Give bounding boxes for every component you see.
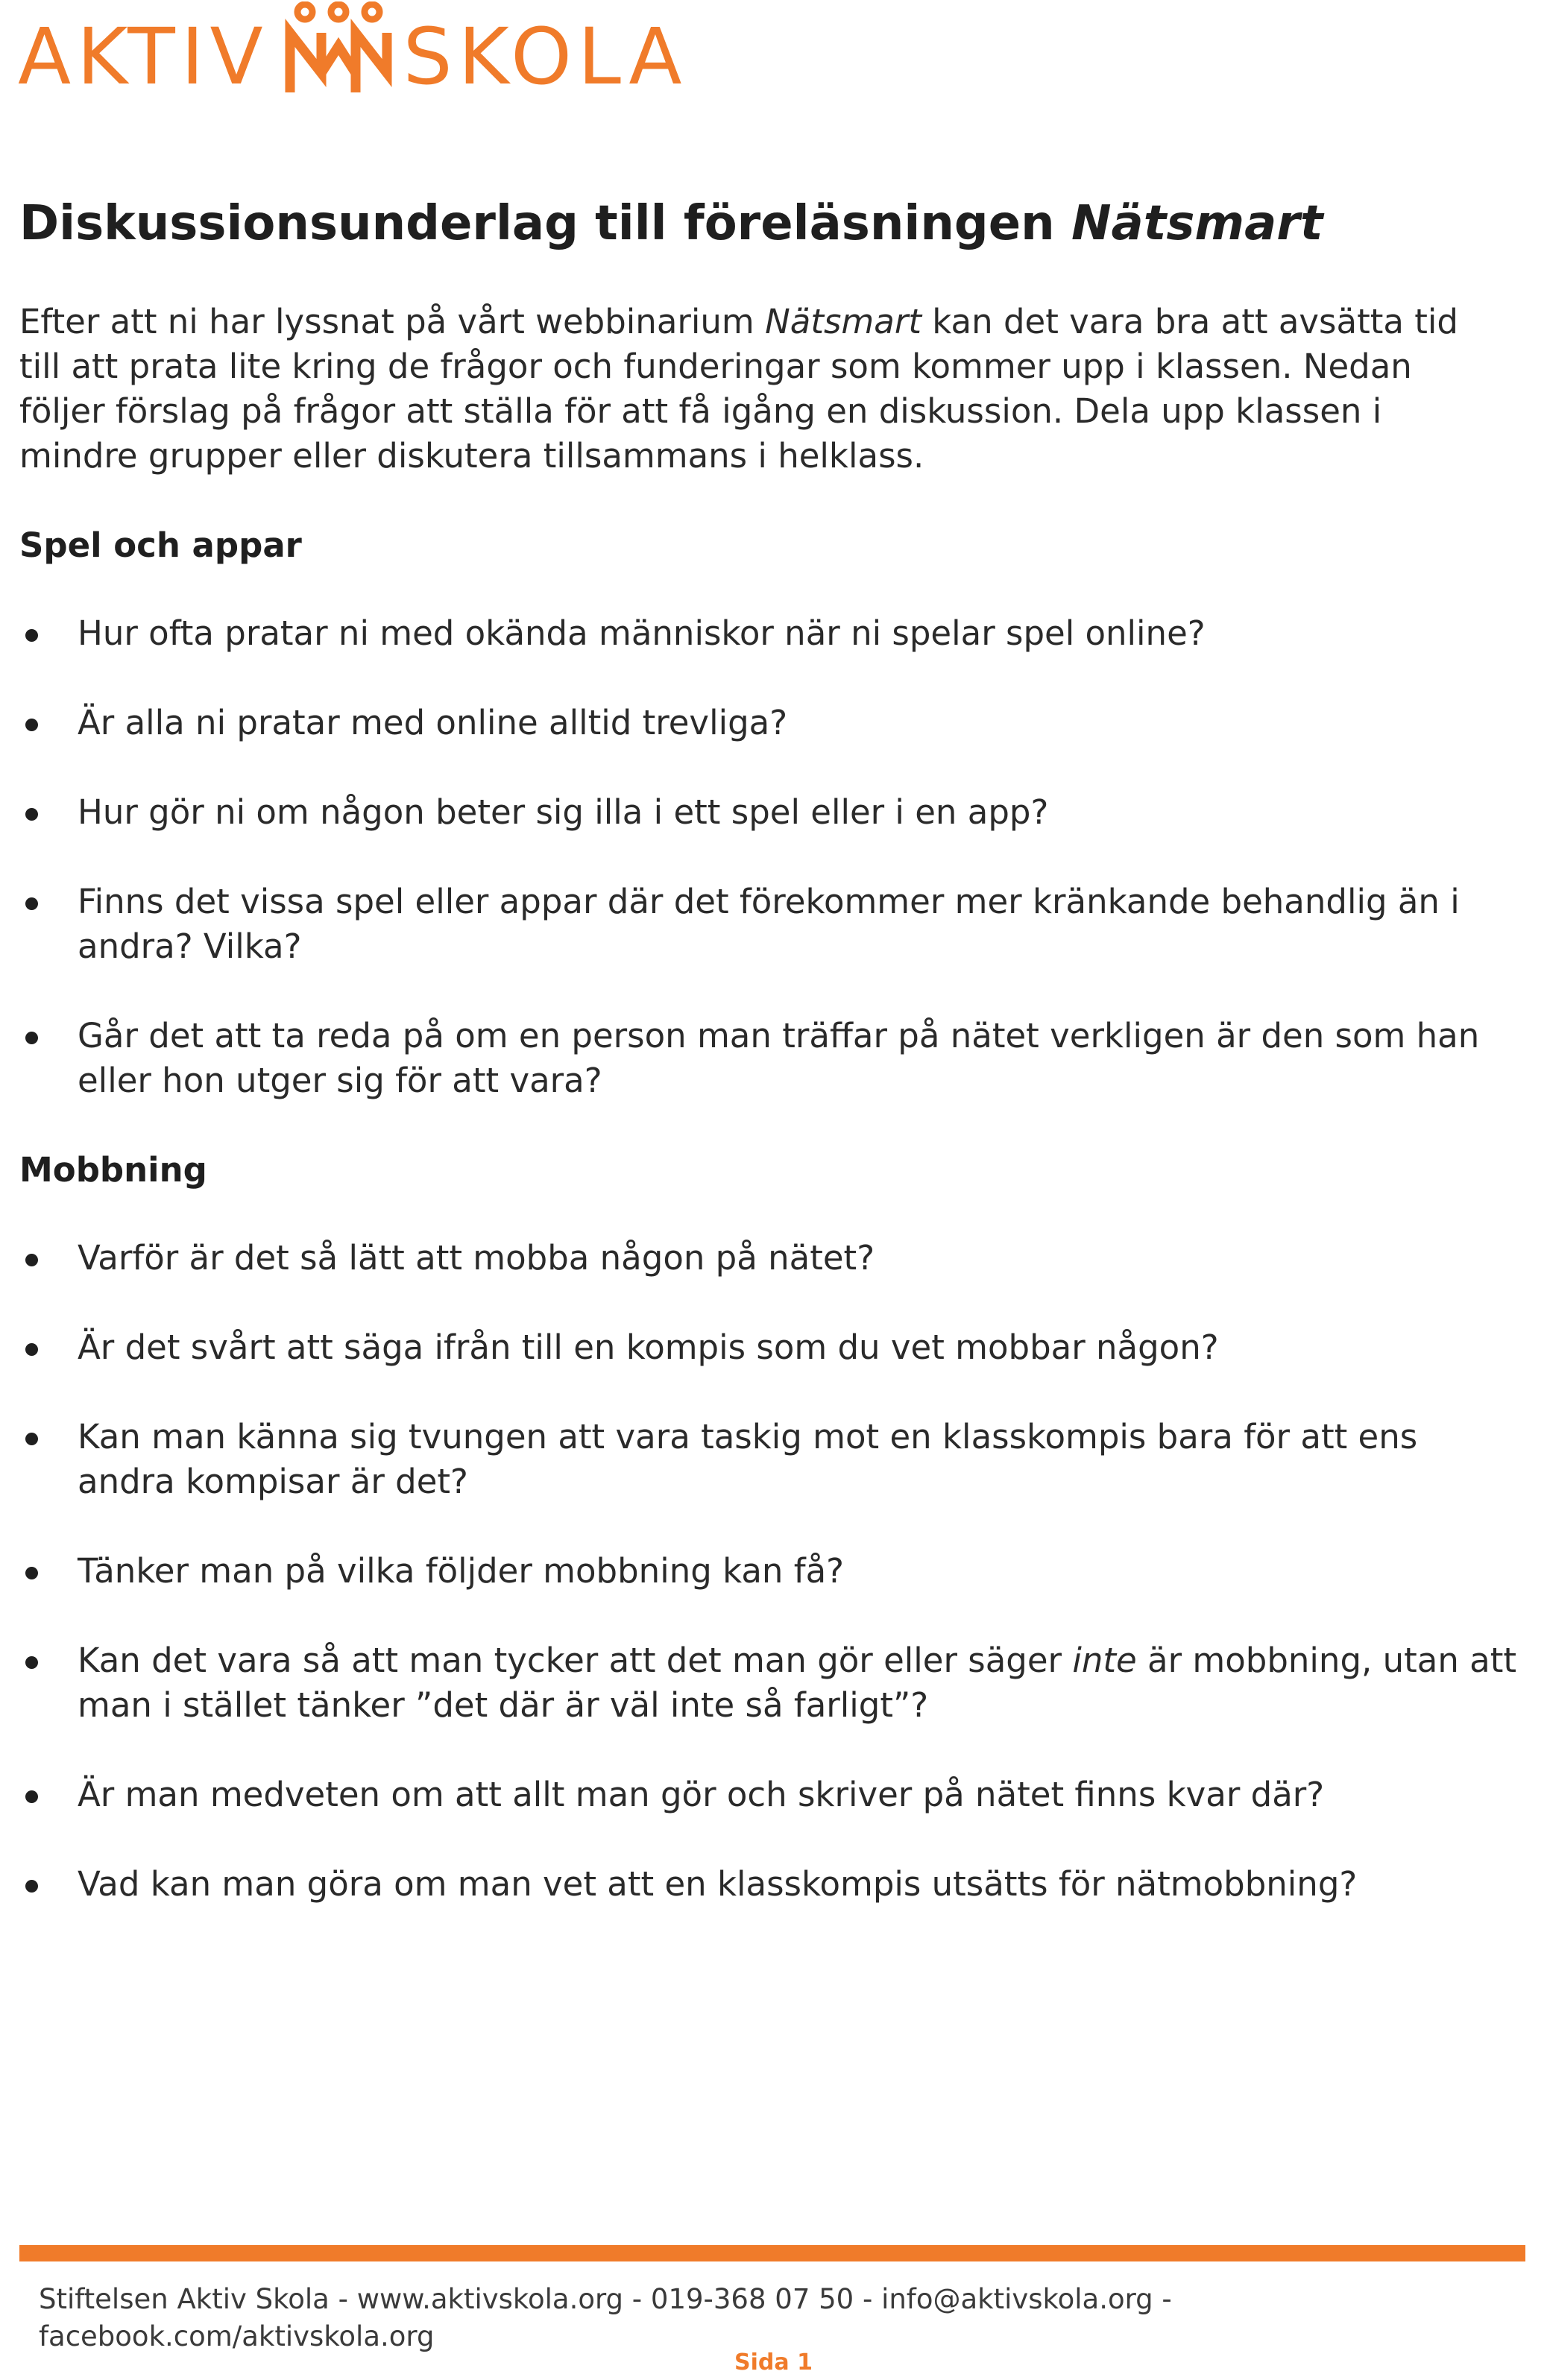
intro-part2: kan det vara bra att avsätta tid till att prata lite kring de frågor och funderingar som kommer upp i klassen. Nedan följer förslag på frågor att ställa för att få igång en diskussion. Dela upp klassen i mindre grupper eller diskutera tillsammans i helklass. [19,302,1458,476]
list-item-text: Är man medveten om att allt man gör och skriver på nätet finns kvar där? [78,1775,1325,1814]
intro-paragraph [19,300,1481,479]
bullet-icon [25,1254,38,1266]
bullet-icon [25,1433,38,1445]
section-heading-spel-och-appar: Spel och appar [19,525,302,565]
title-emphasis: Nätsmart [1071,196,1323,251]
intro-part1: Efter att ni har lyssnat på vårt webbinarium [19,302,766,341]
logo-text-right: SKOLA [403,11,688,102]
list-item-text: Är det svårt att säga ifrån till en kompis som du vet mobbar någon? [78,1328,1219,1367]
bullet-icon [25,629,38,642]
bullet-icon [25,1032,38,1044]
bullet-icon [25,1343,38,1356]
list-item-text-before: Kan det vara så att man tycker att det man gör eller säger [78,1641,1073,1680]
list-item-text: Vad kan man göra om man vet att en klasskompis utsätts för nätmobbning? [78,1864,1358,1904]
logo-people-icon [283,1,394,94]
list-item-text [78,1638,1524,1728]
list-item-text-after: är mobbning, utan att man i stället tänker ”det där är väl inte så farligt”? [78,1641,1517,1725]
list-item-text: Går det att ta reda på om en person man träffar på nätet verkligen är den som han eller hon utger sig för att vara? [78,1016,1480,1100]
bullet-icon [25,719,38,731]
list-item-text: Är alla ni pratar med online alltid trevliga? [78,703,788,742]
list-item-text: Hur gör ni om någon beter sig illa i ett spel eller i en app? [78,792,1049,832]
list-item-text: Varför är det så lätt att mobba någon på nätet? [78,1238,875,1278]
logo-text-left: AKTIV [18,11,269,102]
title-main: Diskussionsunderlag till föreläsningen [19,196,1055,251]
bullet-icon [25,1567,38,1579]
list-item-text: Hur ofta pratar ni med okända människor när ni spelar spel online? [78,613,1206,653]
intro-emphasis: Nätsmart [765,302,921,341]
bullet-icon [25,1656,38,1669]
list-item-text: Kan man känna sig tvungen att vara taskig mot en klasskompis bara för att ens andra kompisar är det? [78,1417,1418,1501]
list-item-text: Finns det vissa spel eller appar där det förekommer mer kränkande behandlig än i andra? Vilka? [78,882,1460,966]
bullet-icon [25,1880,38,1893]
page-title [19,195,1323,253]
section-heading-mobbning: Mobbning [19,1150,207,1190]
bullet-icon [25,897,38,910]
footer-divider [19,2245,1525,2261]
bullet-icon [25,1790,38,1803]
page-number: Sida 1 [734,2349,813,2376]
list-item-text-emphasis: inte [1072,1641,1137,1680]
bullet-icon [25,808,38,821]
logo [18,6,688,102]
footer-contact: Stiftelsen Aktiv Skola - www.aktivskola.org - 019-368 07 50 - info@aktivskola.org - facebook.com/aktivskola.org [39,2283,1172,2352]
list-item-text: Tänker man på vilka följder mobbning kan få? [78,1551,845,1591]
